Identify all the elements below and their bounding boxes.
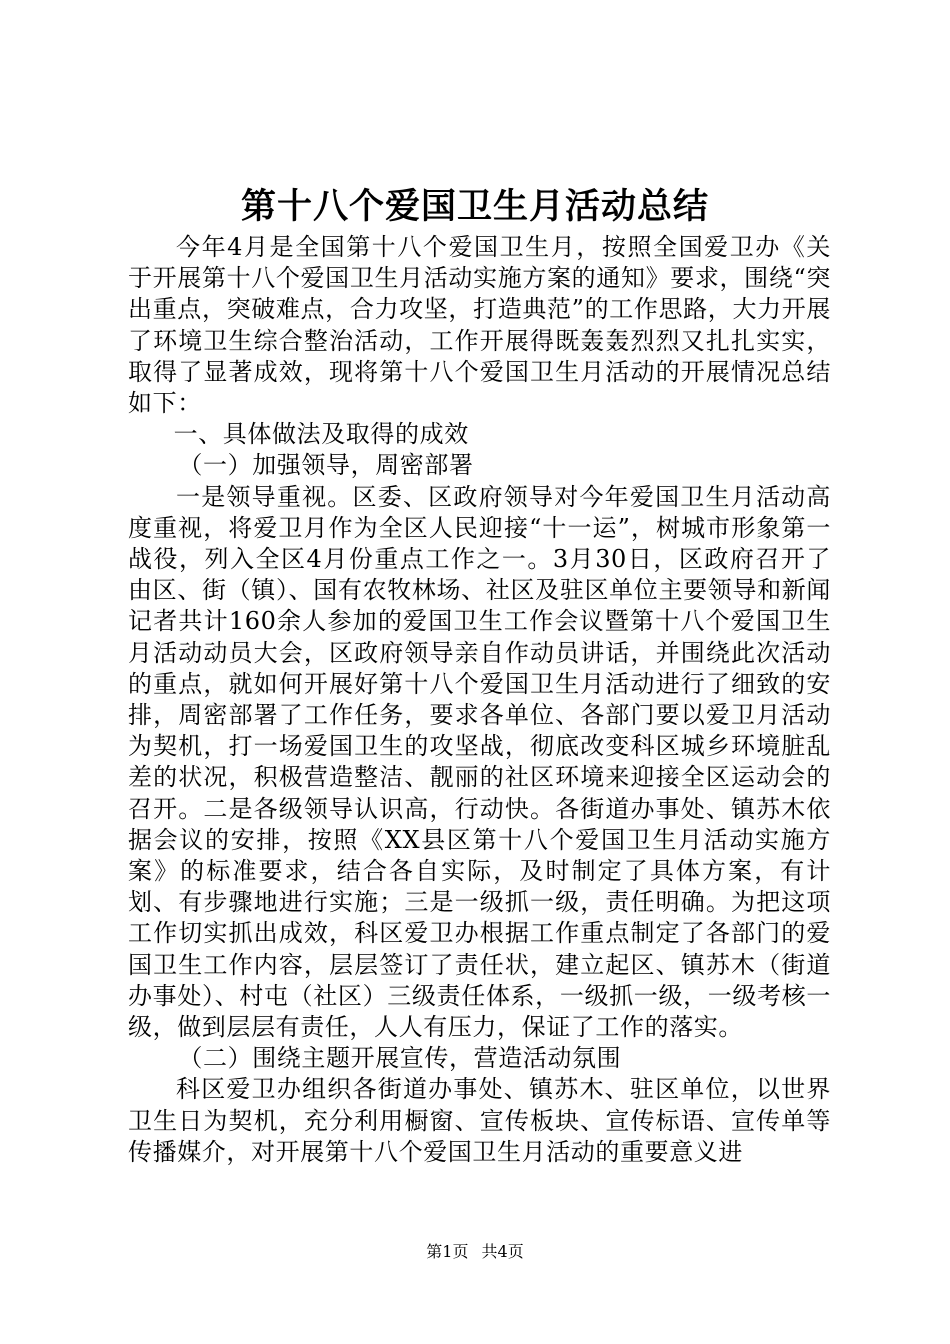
body-paragraph-2: 科区爱卫办组织各街道办事处、镇苏木、驻区单位，以世界卫生日为契机，充分利用橱窗、宣传板块、宣传标语、宣传单等传播媒介，对开展第十八个爱国卫生月活动的重要意义进 xyxy=(128,1075,831,1166)
subsection-heading-1: （一）加强领导，周密部署 xyxy=(178,451,474,480)
page-total: 共4页 xyxy=(481,1242,524,1261)
subsection-heading-2: （二）围绕主题开展宣传，营造活动氛围 xyxy=(178,1044,622,1073)
page-number: 第1页 xyxy=(426,1242,469,1261)
document-body xyxy=(128,232,831,1168)
section-heading-1: 一、具体做法及取得的成效 xyxy=(173,420,469,449)
intro-paragraph: 今年4月是全国第十八个爱国卫生月，按照全国爱卫办《关于开展第十八个爱国卫生月活动实施方案的通知》要求，围绕“突出重点，突破难点，合力攻坚，打造典范”的工作思路，大力开展了环境卫生综合整治活动，工作开展得既轰轰烈烈又扎扎实实，取得了显著成效，现将第十八个爱国卫生月活动的开展情况总结如下： xyxy=(128,233,831,418)
document-title: 第十八个爱国卫生月活动总结 xyxy=(240,187,709,227)
page-footer xyxy=(0,1240,950,1264)
body-paragraph-1: 一是领导重视。区委、区政府领导对今年爱国卫生月活动高度重视，将爱卫月作为全区人民迎接“十一运”，树城市形象第一战役，列入全区4月份重点工作之一。3月30日，区政府召开了由区、街（镇）、国有农牧林场、社区及驻区单位主要领导和新闻记者共计160余人参加的爱国卫生工作会议暨第十八个爱国卫生月活动动员大会，区政府领导亲自作动员讲话，并围绕此次活动的重点，就如何开展好第十八个爱国卫生月活动进行了细致的安排，周密部署了工作任务，要求各单位、各部门要以爱卫月活动为契机，打一场爱国卫生的攻坚战，彻底改变科区城乡环境脏乱差的状况，积极营造整洁、靓丽的社区环境来迎接全区运动会的召开。二是各级领导认识高，行动快。各街道办事处、镇苏木依据会议的安排，按照《XX县区第十八个爱国卫生月活动实施方案》的标准要求，结合各自实际，及时制定了具体方案，有计划、有步骤地进行实施；三是一级抓一级，责任明确。为把这项工作切实抓出成效，科区爱卫办根据工作重点制定了各部门的爱国卫生工作内容，层层签订了责任状，建立起区、镇苏木（街道办事处）、村屯（社区）三级责任体系，一级抓一级，一级考核一级，做到层层有责任，人人有压力，保证了工作的落实。 xyxy=(128,482,831,1042)
